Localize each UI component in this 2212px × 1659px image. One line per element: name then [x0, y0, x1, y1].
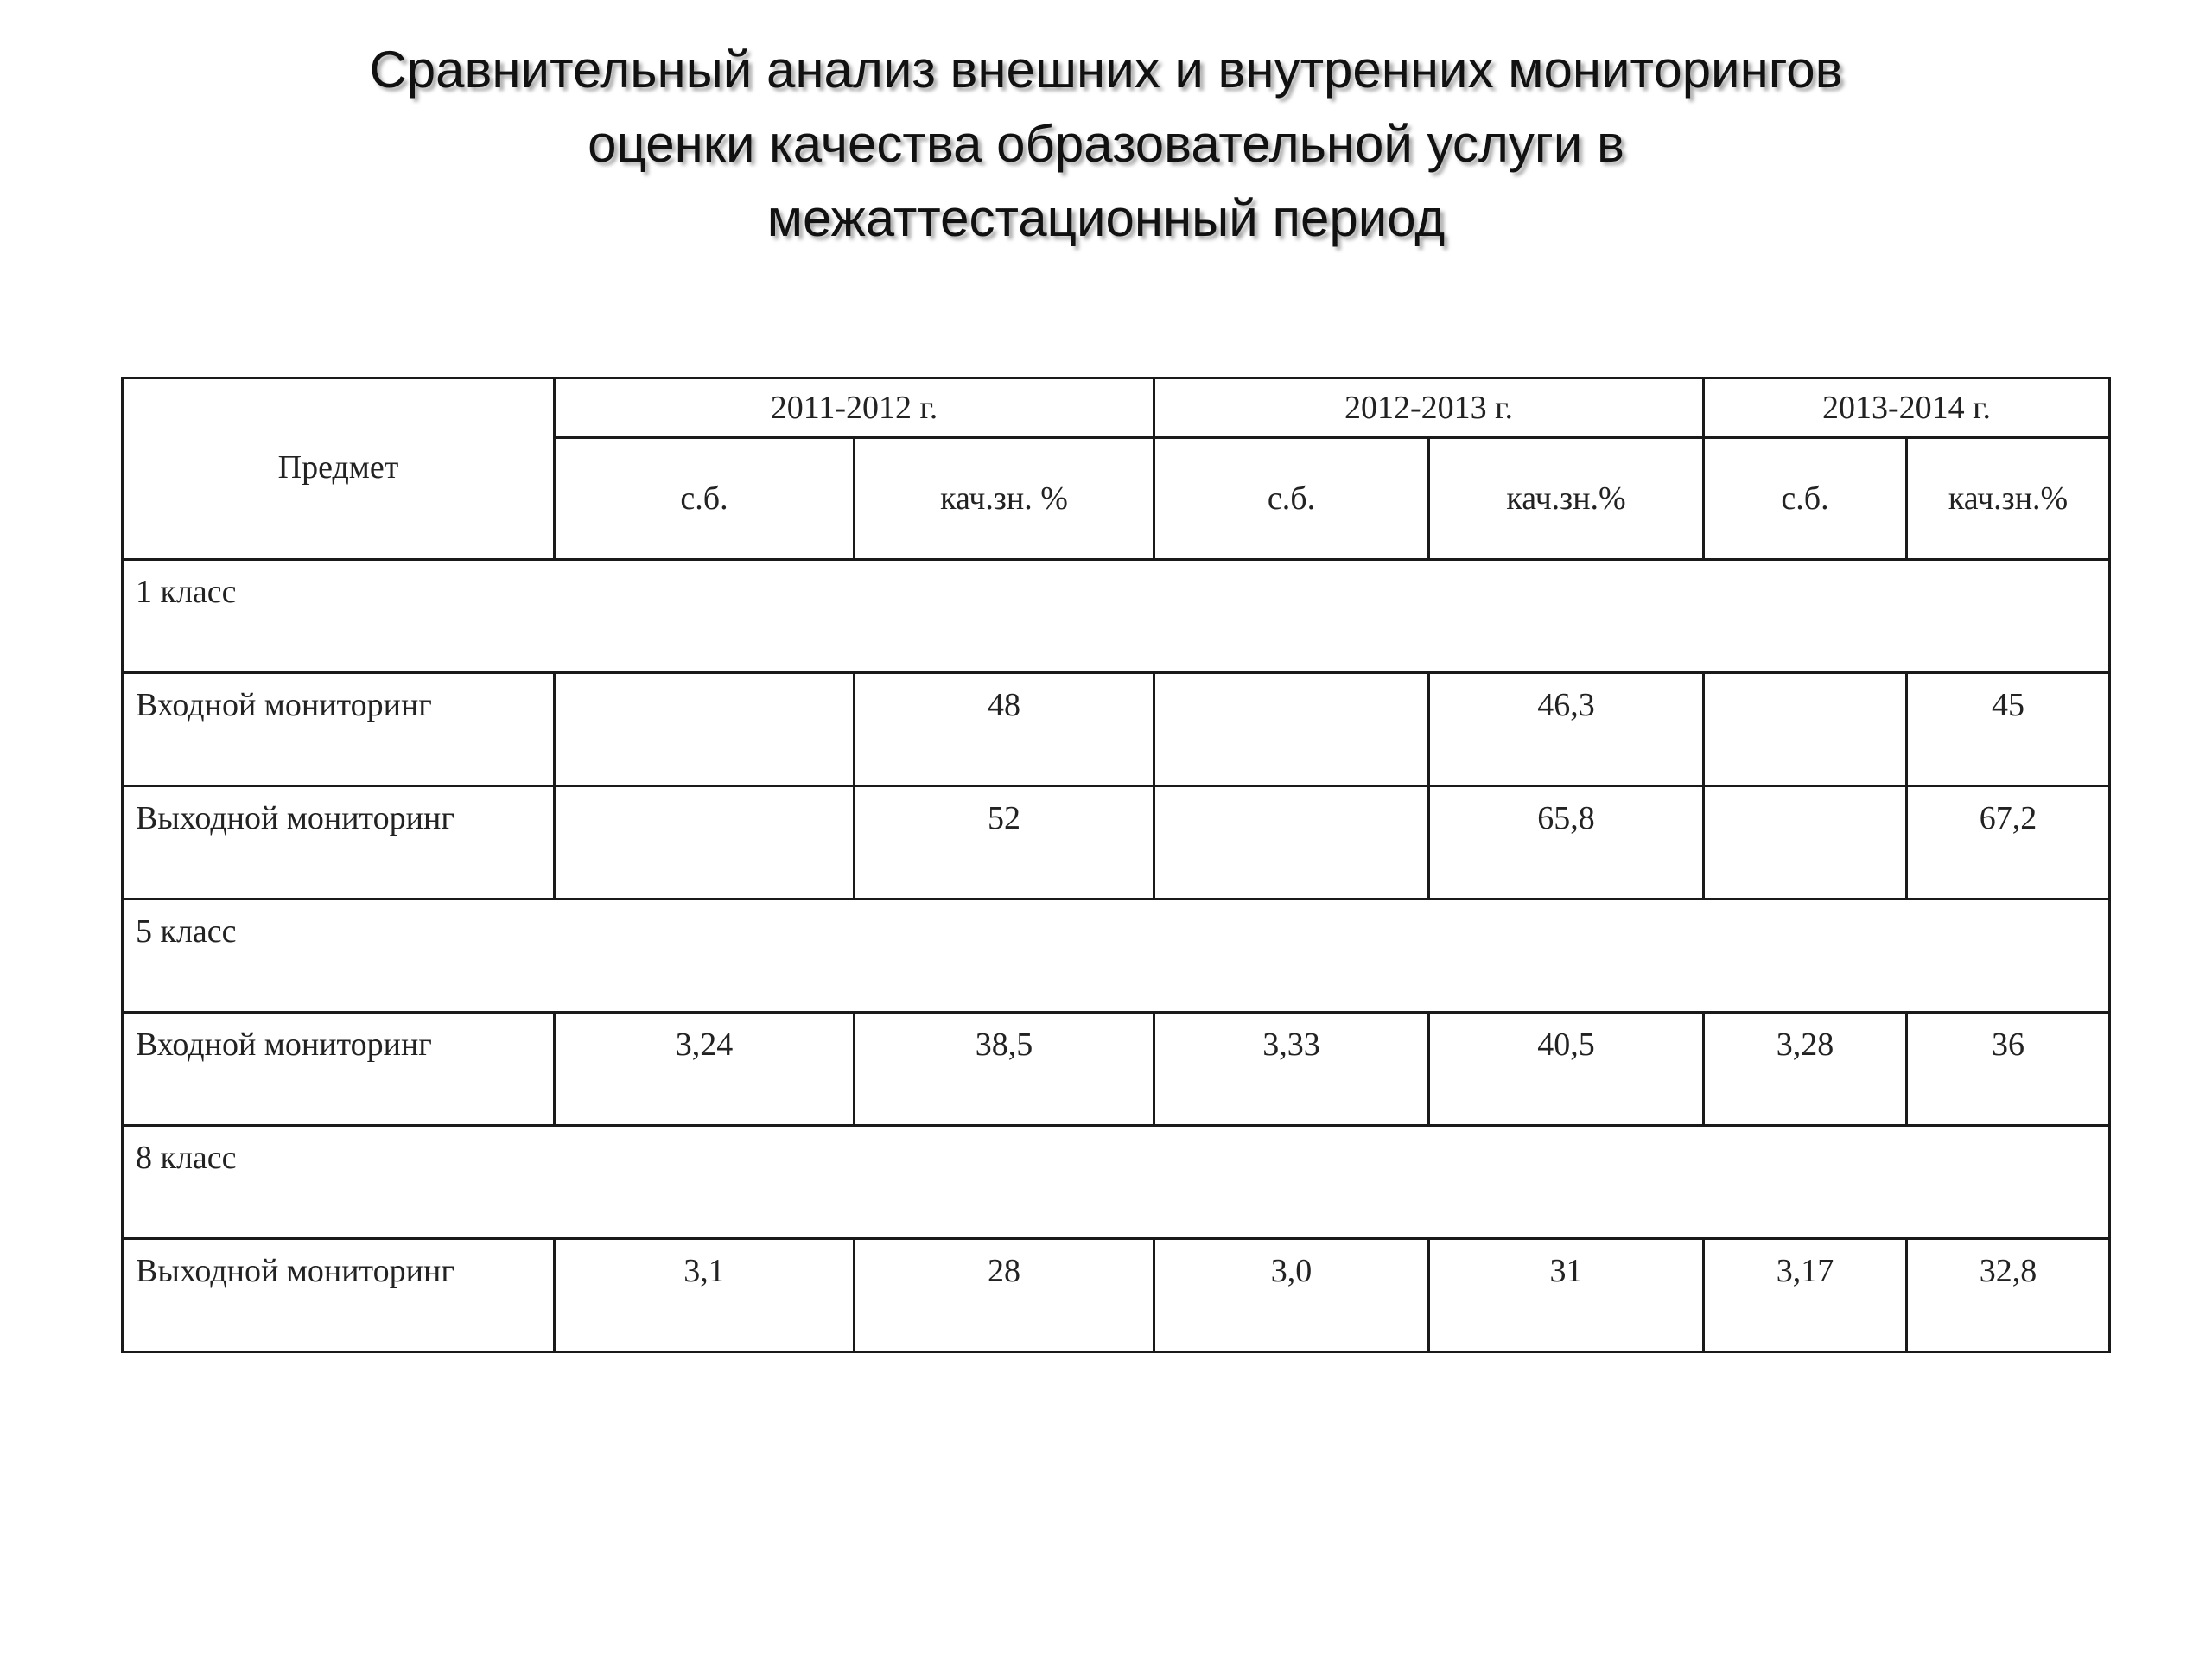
section-row — [123, 1126, 2110, 1239]
table-cell: 45 — [1907, 673, 2110, 786]
table-cell: 28 — [855, 1239, 1154, 1352]
metric-header: с.б. — [555, 438, 855, 560]
table-cell: 31 — [1429, 1239, 1704, 1352]
slide-title — [0, 33, 2212, 256]
table-cell: 32,8 — [1907, 1239, 2110, 1352]
metric-header: кач.зн.% — [1907, 438, 2110, 560]
subject-header: Предмет — [123, 378, 555, 560]
monitoring-table — [121, 377, 2111, 1353]
table-cell: 3,28 — [1704, 1013, 1907, 1126]
section-label: 8 класс — [123, 1126, 2110, 1239]
table-row — [123, 1239, 2110, 1352]
row-label: Выходной мониторинг — [123, 1239, 555, 1352]
title-line-2: оценки качества образовательной услуги в — [588, 115, 1624, 173]
title-line-3: межаттестационный период — [766, 189, 1446, 247]
metric-header: с.б. — [1704, 438, 1907, 560]
row-label: Входной мониторинг — [123, 673, 555, 786]
table-cell: 38,5 — [855, 1013, 1154, 1126]
table-row — [123, 786, 2110, 899]
section-row — [123, 560, 2110, 673]
table-cell — [555, 673, 855, 786]
table-cell: 3,33 — [1154, 1013, 1429, 1126]
table-cell: 3,17 — [1704, 1239, 1907, 1352]
table-cell: 36 — [1907, 1013, 2110, 1126]
table-cell — [555, 786, 855, 899]
table-cell: 3,0 — [1154, 1239, 1429, 1352]
table-cell: 3,1 — [555, 1239, 855, 1352]
table-cell: 52 — [855, 786, 1154, 899]
title-line-1: Сравнительный анализ внешних и внутренних мониторингов — [369, 41, 1843, 99]
year-header: 2012-2013 г. — [1154, 378, 1704, 438]
table-cell — [1704, 673, 1907, 786]
table-cell — [1704, 786, 1907, 899]
header-row-years — [123, 378, 2110, 438]
table-cell: 65,8 — [1429, 786, 1704, 899]
table-cell — [1154, 673, 1429, 786]
metric-header: кач.зн.% — [1429, 438, 1704, 560]
year-header: 2011-2012 г. — [555, 378, 1154, 438]
table-row — [123, 673, 2110, 786]
section-row — [123, 899, 2110, 1013]
table-cell — [1154, 786, 1429, 899]
row-label: Входной мониторинг — [123, 1013, 555, 1126]
year-header: 2013-2014 г. — [1704, 378, 2110, 438]
table-cell: 46,3 — [1429, 673, 1704, 786]
table-cell: 67,2 — [1907, 786, 2110, 899]
table-cell: 40,5 — [1429, 1013, 1704, 1126]
row-label: Выходной мониторинг — [123, 786, 555, 899]
metric-header: кач.зн. % — [855, 438, 1154, 560]
section-label: 5 класс — [123, 899, 2110, 1013]
table-cell: 3,24 — [555, 1013, 855, 1126]
metric-header: с.б. — [1154, 438, 1429, 560]
table-row — [123, 1013, 2110, 1126]
table-cell: 48 — [855, 673, 1154, 786]
section-label: 1 класс — [123, 560, 2110, 673]
